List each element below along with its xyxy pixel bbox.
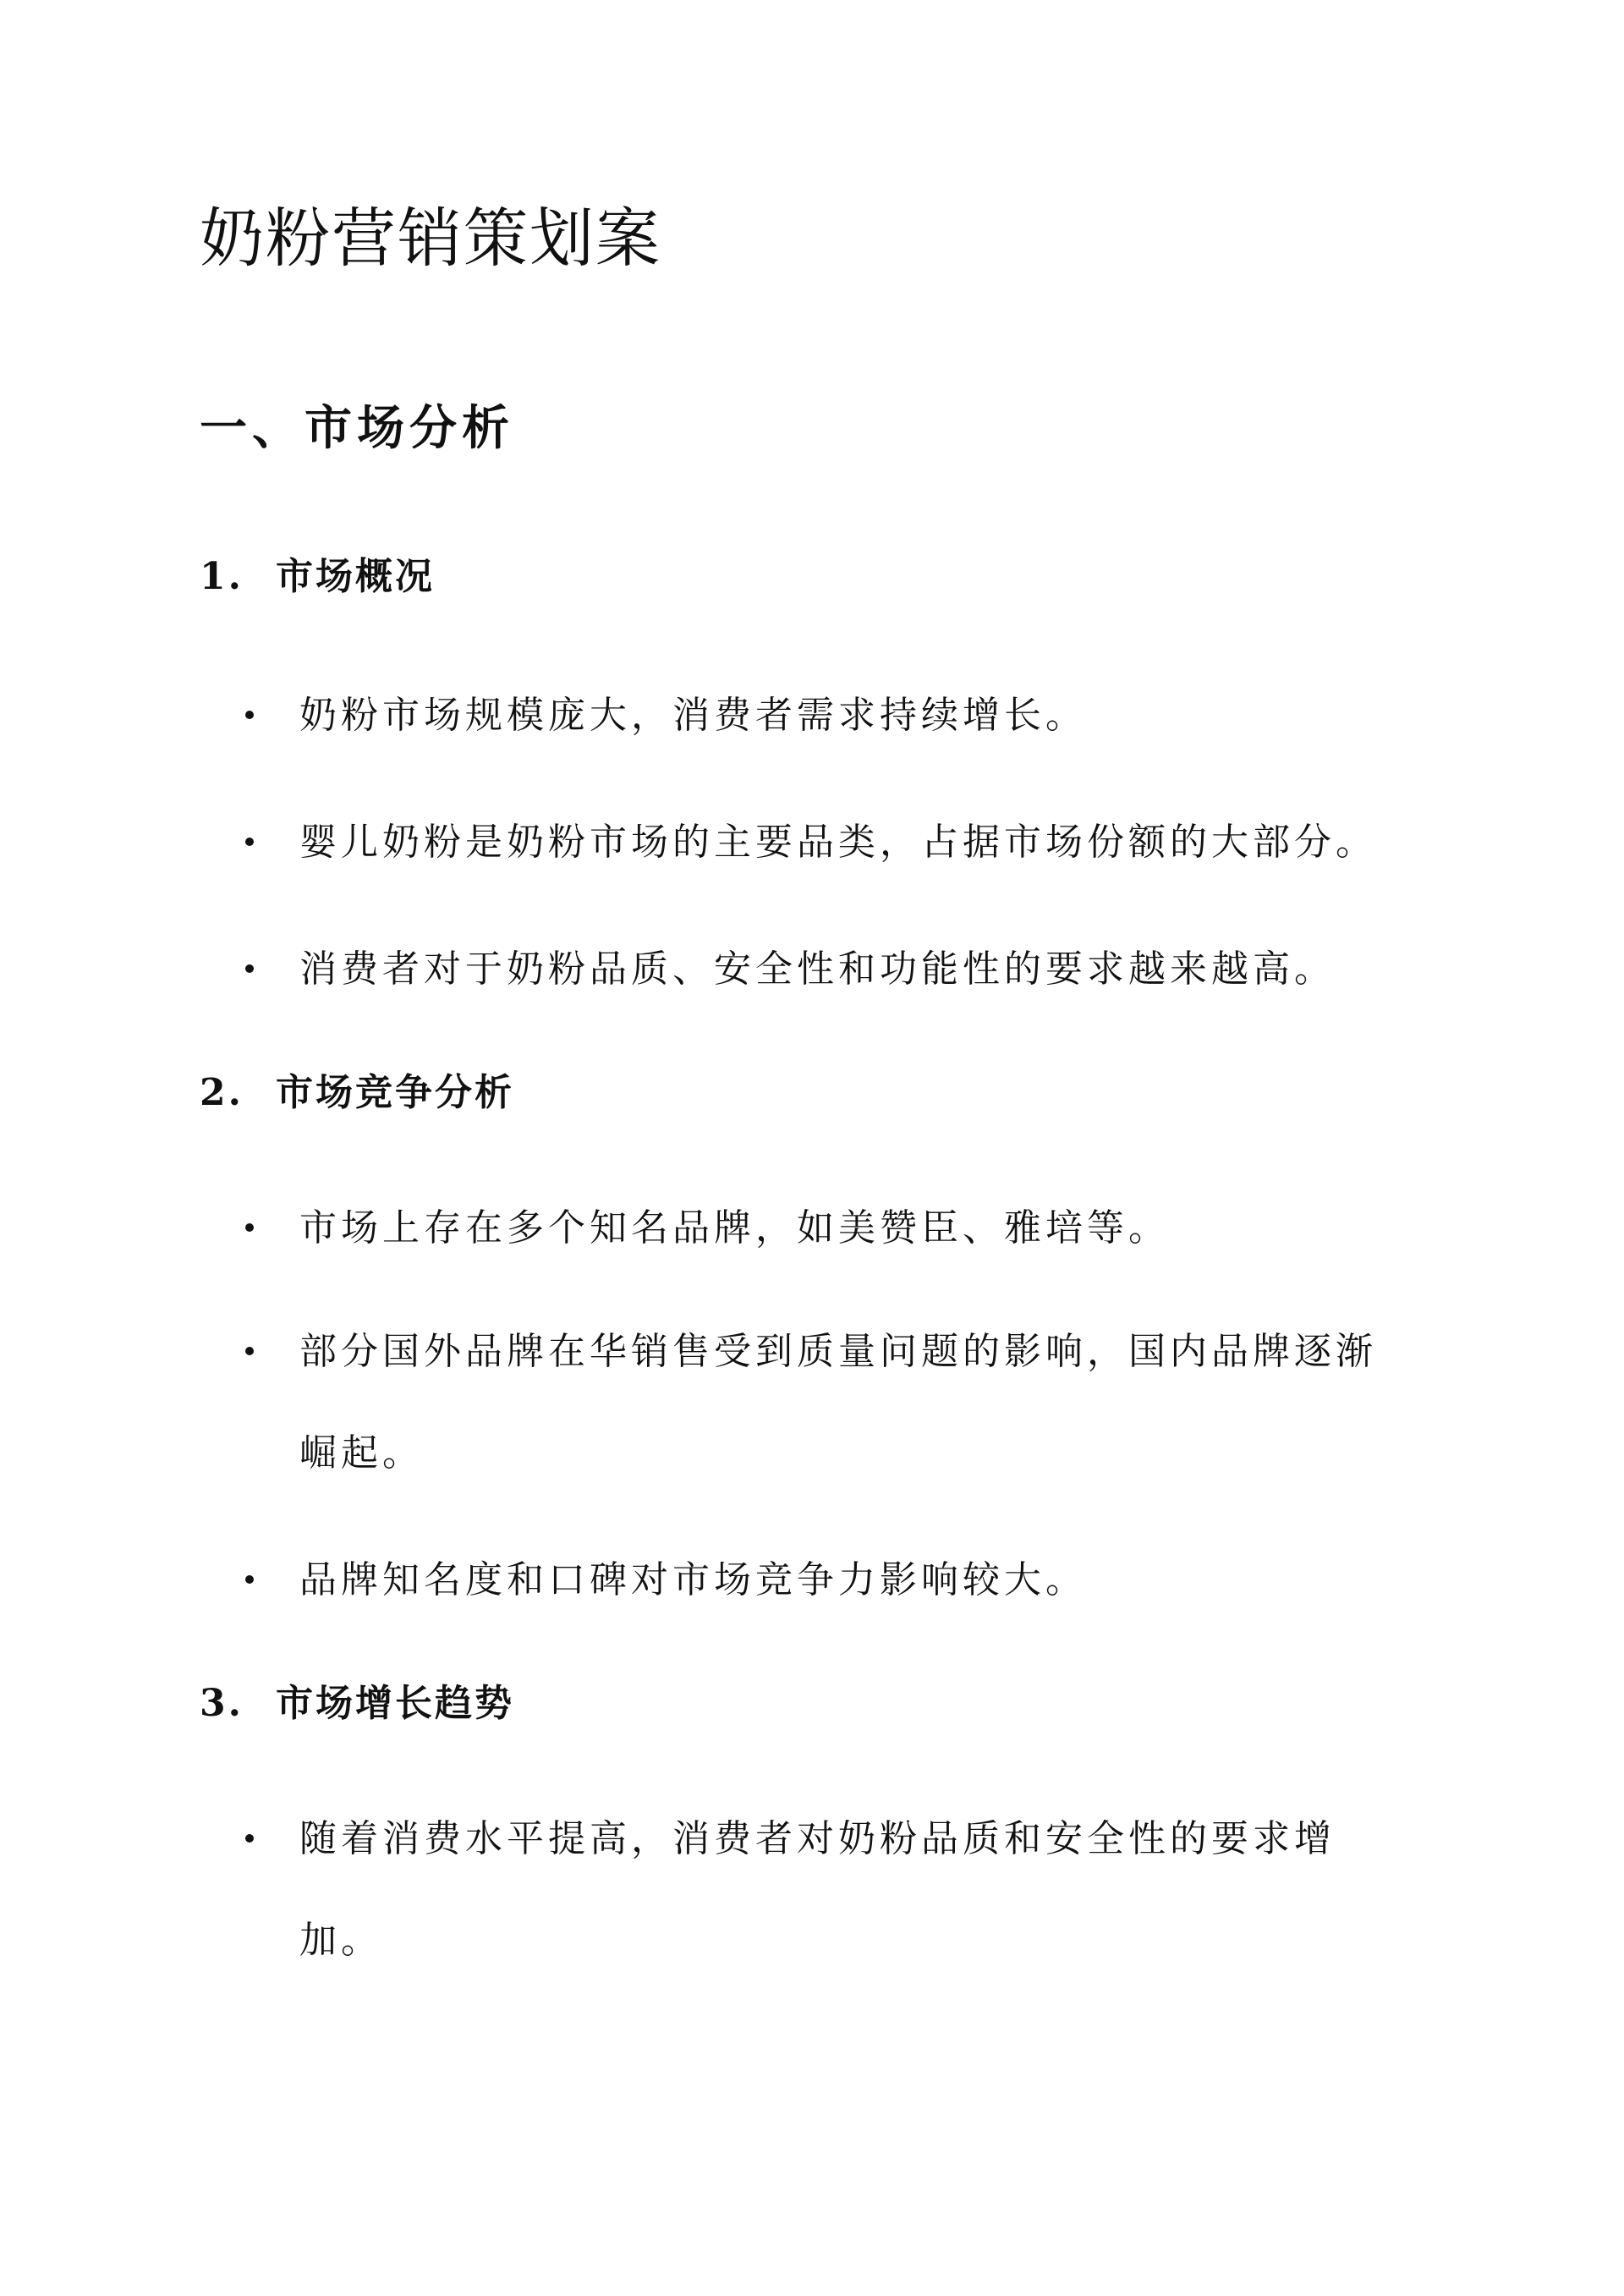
section-title: 一、市场分析 xyxy=(200,400,514,456)
list-item xyxy=(245,919,1404,1020)
page-title: 奶粉营销策划案 xyxy=(200,200,661,276)
subsection-heading-competition xyxy=(200,1068,514,1118)
bullet-dot-icon xyxy=(245,711,254,719)
bullet-dot-icon xyxy=(245,1834,254,1843)
list-item-text: 婴儿奶粉是奶粉市场的主要品类，占据市场份额的大部分。 xyxy=(299,821,1377,864)
subsection-title: 市场增长趋势 xyxy=(276,1682,514,1725)
list-item-text: 市场上存在多个知名品牌，如美赞臣、雅培等。 xyxy=(299,1206,1170,1250)
bullet-dot-icon xyxy=(245,838,254,846)
subsection-title: 市场概况 xyxy=(276,555,435,598)
list-item xyxy=(245,1530,1404,1631)
list-item-text: 奶粉市场规模庞大，消费者需求持续增长。 xyxy=(299,694,1087,737)
bullet-dot-icon xyxy=(245,1223,254,1232)
list-item xyxy=(245,792,1404,893)
bullet-dot-icon xyxy=(245,964,254,973)
subsection-number: 3. xyxy=(200,1682,244,1725)
list-item xyxy=(245,1301,1404,1504)
list-item-text: 部分国外品牌在华销售受到质量问题的影响，国内品牌逐渐崛起。 xyxy=(299,1330,1377,1475)
list-item-text: 消费者对于奶粉品质、安全性和功能性的要求越来越高。 xyxy=(299,948,1336,991)
list-item xyxy=(245,1788,1404,1991)
list-item-text: 随着消费水平提高，消费者对奶粉品质和安全性的要求增加。 xyxy=(299,1817,1336,1962)
subsection-heading-growth-trend xyxy=(200,1678,514,1729)
list-item xyxy=(245,1178,1404,1279)
subsection-title: 市场竞争分析 xyxy=(276,1071,514,1114)
bullet-dot-icon xyxy=(245,1347,254,1355)
list-item-text: 品牌知名度和口碑对市场竞争力影响较大。 xyxy=(299,1558,1087,1601)
bullet-dot-icon xyxy=(245,1575,254,1584)
subsection-number: 1. xyxy=(200,555,244,598)
list-item xyxy=(245,665,1404,766)
subsection-number: 2. xyxy=(200,1071,244,1114)
subsection-heading-market-overview xyxy=(200,552,435,602)
